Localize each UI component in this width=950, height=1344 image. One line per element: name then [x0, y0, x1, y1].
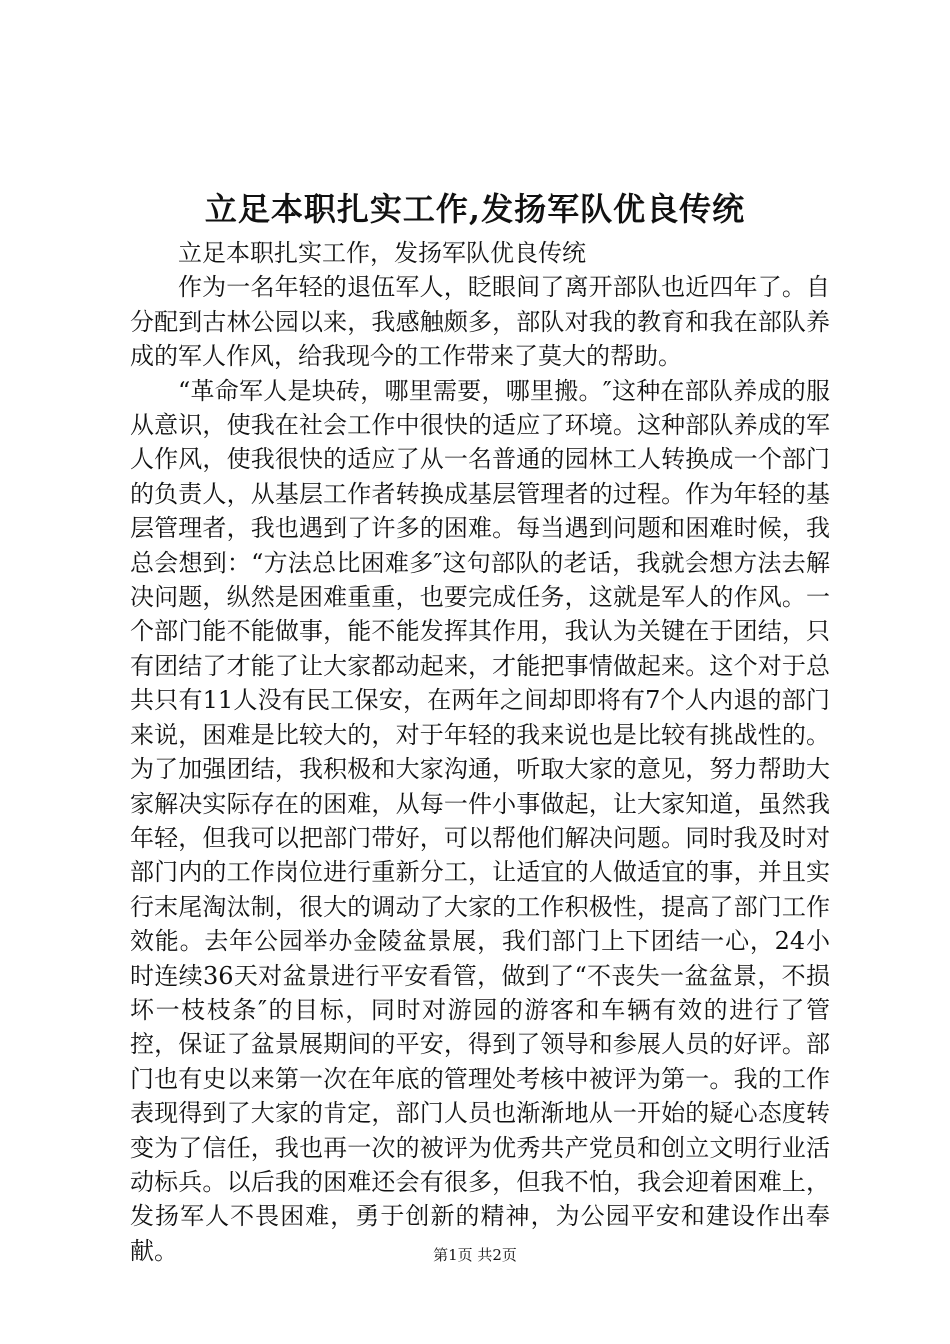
intro-paragraph: 作为一名年轻的退伍军人，眨眼间了离开部队也近四年了。自分配到古林公园以来，我感触颇多，部队对我的教育和我在部队养成的军人作风，给我现今的工作带来了莫大的帮助。	[130, 273, 830, 371]
document-body	[130, 236, 830, 1268]
main-paragraph: “革命军人是块砖，哪里需要，哪里搬。″这种在部队养成的服从意识，使我在社会工作中很快的适应了环境。这种部队养成的军人作风，使我很快的适应了从一名普通的园林工人转换成一个部门的负责人，从基层工作者转换成基层管理者的过程。作为年轻的基层管理者，我也遇到了许多的困难。每当遇到问题和困难时候，我总会想到：“方法总比困难多″这句部队的老话，我就会想方法去解决问题，纵然是困难重重，也要完成任务，这就是军人的作风。一个部门能不能做事，能不能发挥其作用，我认为关键在于团结，只有团结了才能了让大家都动起来，才能把事情做起来。这个对于总共只有11人没有民工保安，在两年之间却即将有7个人内退的部门来说，困难是比较大的，对于年轻的我来说也是比较有挑战性的。为了加强团结，我积极和大家沟通，听取大家的意见，努力帮助大家解决实际存在的困难，从每一件小事做起，让大家知道，虽然我年轻，但我可以把部门带好，可以帮他们解决问题。同时我及时对部门内的工作岗位进行重新分工，让适宜的人做适宜的事，并且实行末尾淘汰制，很大的调动了大家的工作积极性，提高了部门工作效能。去年公园举办金陵盆景展，我们部门上下团结一心，24小时连续36天对盆景进行平安看管，做到了“不丧失一盆盆景，不损坏一枝枝条″的目标，同时对游园的游客和车辆有效的进行了管控，保证了盆景展期间的平安，得到了领导和参展人员的好评。部门也有史以来第一次在年底的管理处考核中被评为第一。我的工作表现得到了大家的肯定，部门人员也渐渐地从一开始的疑心态度转变为了信任，我也再一次的被评为优秀共产党员和创立文明行业活动标兵。以后我的困难还会有很多，但我不怕，我会迎着困难上，发扬军人不畏困难，勇于创新的精神，为公园平安和建设作出奉献。	[130, 376, 830, 1265]
page-footer: 第1页 共2页	[433, 1246, 517, 1264]
subtitle-paragraph: 立足本职扎实工作，发扬军队优良传统	[178, 239, 586, 267]
document-title: 立足本职扎实工作,发扬军队优良传统	[204, 190, 746, 228]
